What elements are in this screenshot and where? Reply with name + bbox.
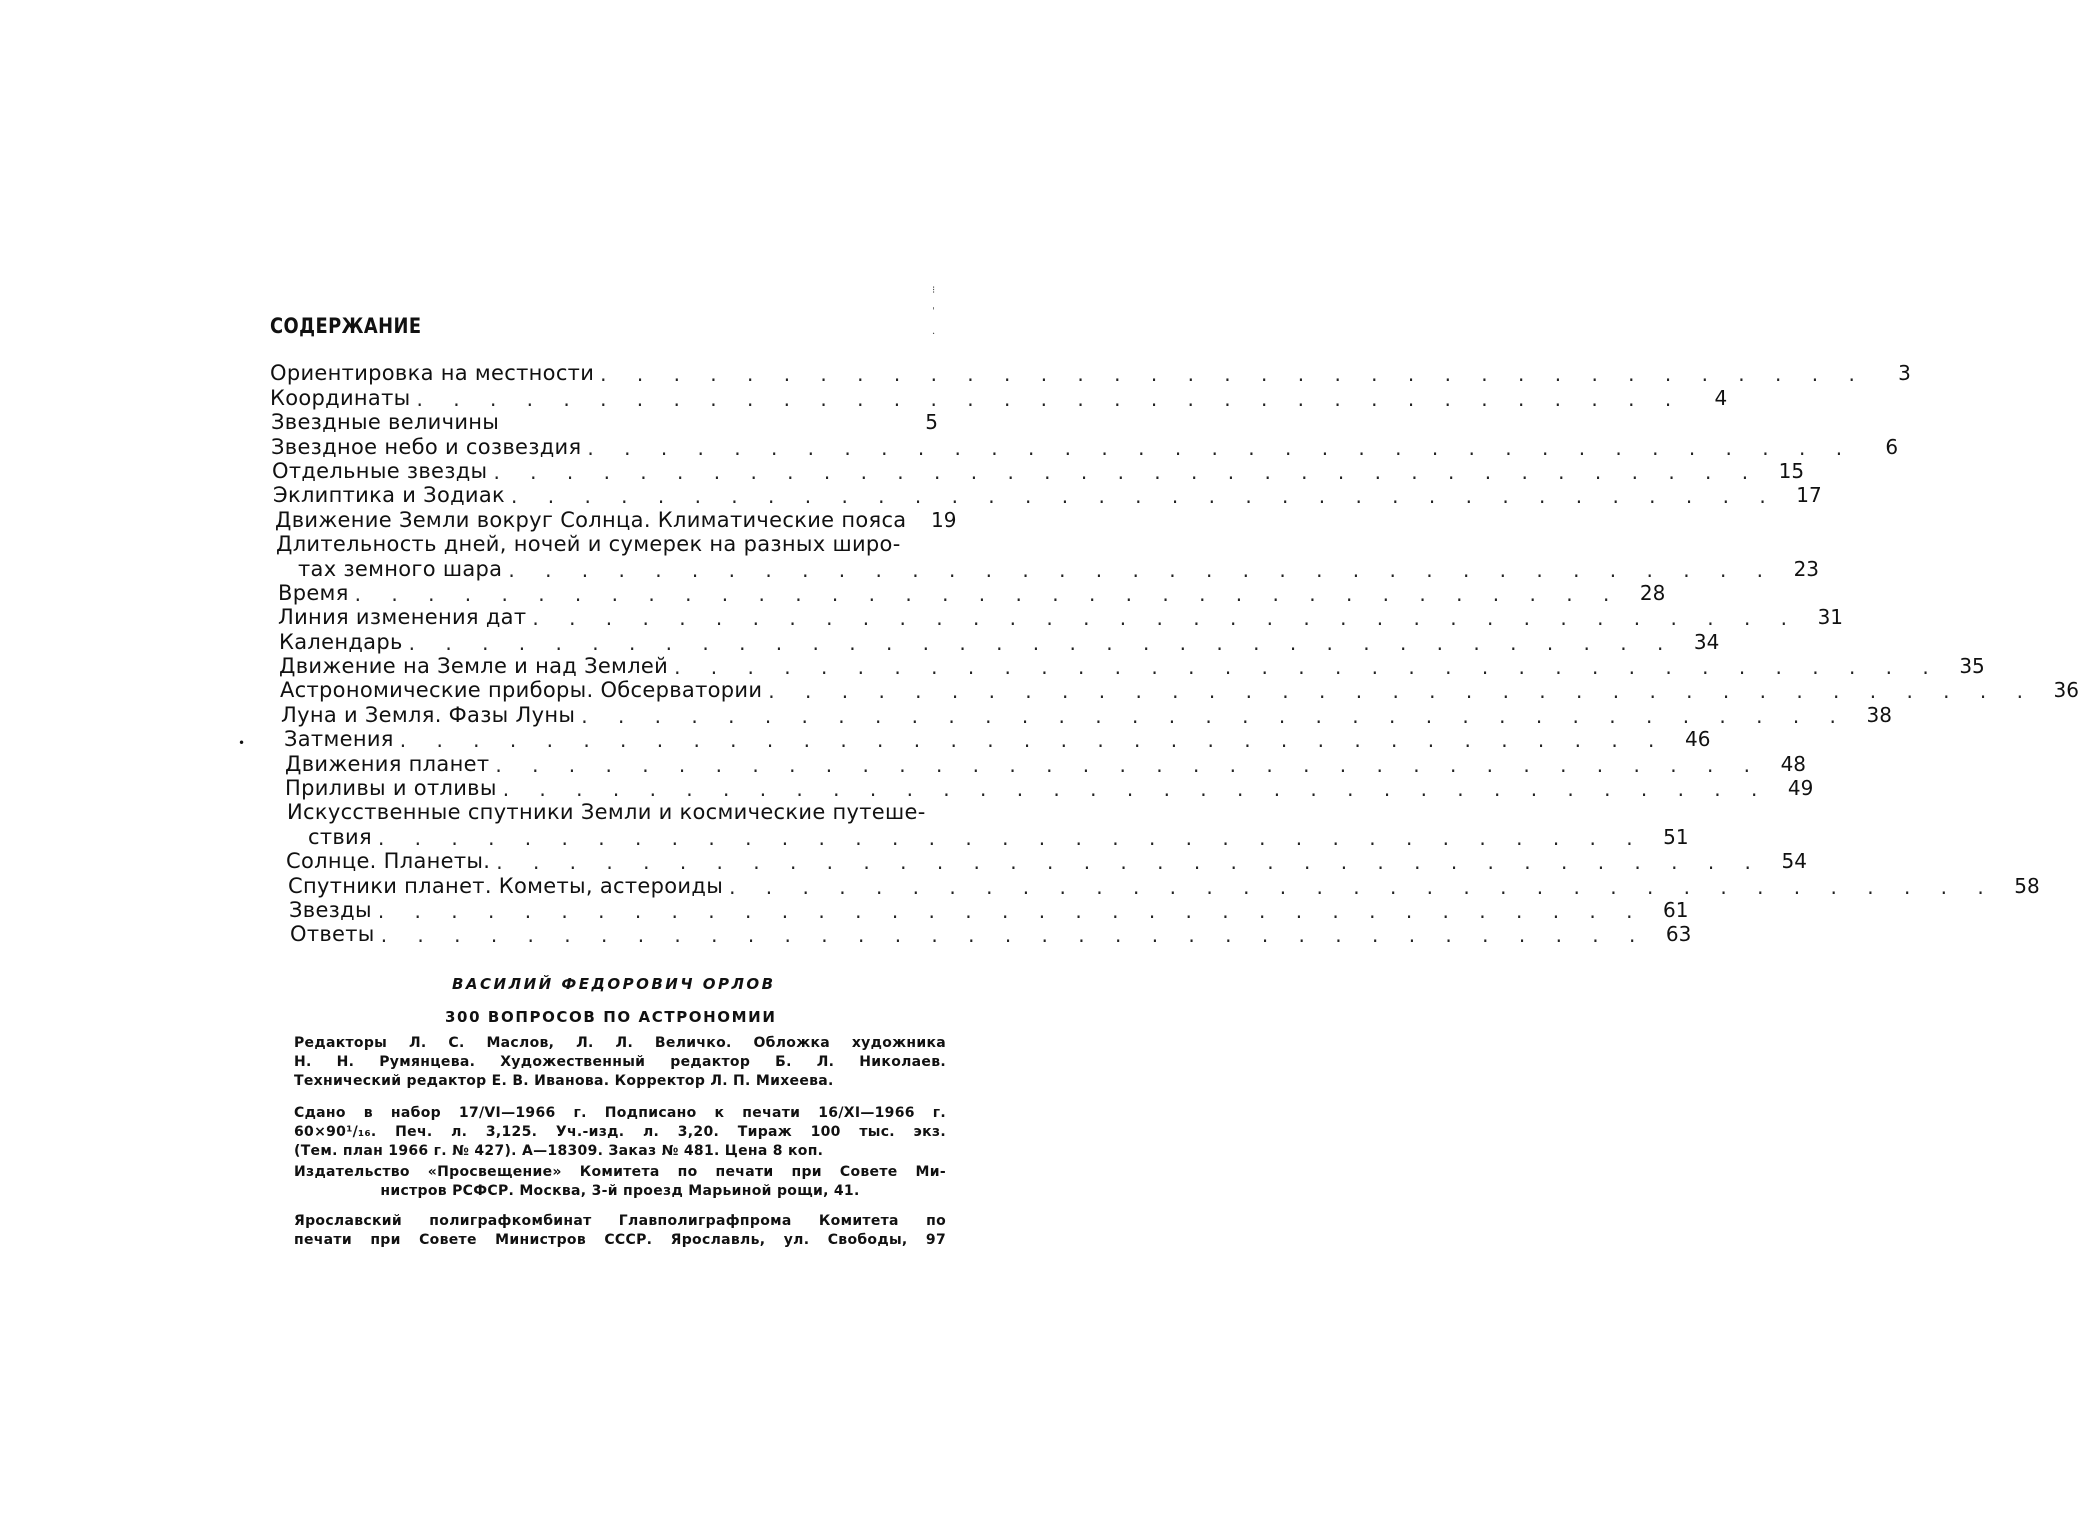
toc-entry-page: 36 [2053, 678, 2079, 703]
print-info-line: Сдано в набор 17/VI—1966 г. Подписано к печати 16/XI—1966 г. [294, 1105, 946, 1121]
toc-leader: . . . . . . . . . . . . . . . . . . . . . . . . . . . . . . . . . . . [416, 386, 1684, 411]
toc-entry-title: Движения планет [285, 751, 490, 776]
toc-entry-page: 15 [1778, 458, 1805, 483]
printer-line: печати при Совете Министров СССР. Ярославль, ул. Свободы, 97 [294, 1232, 946, 1248]
toc-leader: . . . . . . . . . . . . . . . . . . . . . . . . . . . . . . . . . . . [496, 850, 1763, 875]
print-info-line: (Тем. план 1966 г. № 427). А—18309. Заказ № 481. Цена 8 коп. [294, 1143, 824, 1159]
toc-entry-page: 58 [2014, 873, 2040, 898]
toc-entry-page: 38 [1866, 702, 1892, 727]
toc-entry [0, 751, 1807, 777]
toc-leader: . . . . . . . . . . . . . . . . . . . . . . . . . . . . . . . . . . . [587, 435, 1855, 460]
toc-entry [0, 629, 1720, 655]
toc-entry-page: 63 [1665, 922, 1692, 947]
toc-entry-page: 23 [1793, 556, 1820, 581]
toc-entry-title: Время [278, 580, 349, 605]
toc-entry-title: Солнце. Планеты. [286, 849, 491, 874]
toc-leader: . . . . . . . . . . . . . . . . . . . . . . . . . . . . . . . . . . . [511, 484, 1778, 509]
toc-entry-title: Искусственные спутники Земли и космические путеше- [287, 800, 926, 825]
toc-entry-title: Астрономические приборы. Обсерватории [280, 678, 763, 703]
publisher-line: нистров РСФСР. Москва, 3-й проезд Марьиной рощи, 41. [380, 1183, 860, 1199]
toc-entry-page: 28 [1639, 580, 1666, 605]
toc-entry-page: 34 [1693, 629, 1720, 654]
toc-entry [0, 727, 1711, 753]
toc-entry-title: Движение на Земле и над Землей [279, 654, 669, 679]
book-title: 300 ВОПРОСОВ ПО АСТРОНОМИИ [445, 1008, 777, 1026]
toc-entry-line1 [0, 532, 1200, 556]
table-of-contents [0, 361, 2079, 948]
editors-line: Технический редактор Е. В. Иванова. Корректор Л. П. Михеева. [294, 1073, 834, 1089]
toc-entry [0, 678, 2079, 704]
toc-entry-page: 54 [1781, 849, 1807, 874]
toc-entry [0, 556, 1820, 582]
editors-block [294, 1034, 946, 1091]
toc-leader: . . . . . . . . . . . . . . . . . . . . . . . . . . . . . . . . . . . [600, 362, 1867, 387]
publisher-block [294, 1163, 946, 1201]
toc-entry-title: Звездные величины [271, 410, 500, 435]
toc-entry [0, 385, 1728, 411]
toc-entry-page: 46 [1684, 727, 1711, 752]
toc-entry-title: Длительность дней, ночей и сумерек на разных широ- [276, 532, 901, 557]
toc-entry-title: тах земного шара [298, 556, 503, 581]
toc-entry [0, 361, 1911, 387]
toc-entry [0, 654, 1985, 680]
toc-leader: . . . . . . . . . . . . . . . . . . . . . . . . . . . . . . . . . . . [493, 459, 1761, 484]
toc-leader: . . . . . . . . . . . . . . . . . . . . . . . . . . . . . . . . . . . [674, 655, 1941, 680]
toc-entry [0, 605, 1844, 631]
toc-leader: . . . . . . . . . . . . . . . . . . . . . . . . . . . . . . . . . . . [768, 679, 2035, 704]
toc-leader [505, 412, 894, 434]
toc-entry-line1 [0, 800, 1200, 824]
toc-entry-page: 48 [1780, 751, 1807, 776]
print-info-block [294, 1104, 946, 1161]
toc-entry [0, 922, 1692, 948]
toc-entry-page: 31 [1817, 605, 1844, 630]
toc-entry-title: Координаты [270, 385, 411, 410]
toc-entry-page: 3 [1898, 361, 1911, 386]
toc-entry-page: 19 [931, 507, 957, 532]
toc-heading: СОДЕРЖАНИЕ [270, 314, 422, 338]
toc-entry [0, 410, 1200, 434]
toc-entry [0, 897, 1689, 923]
print-info-line: 60×90¹/₁₆. Печ. л. 3,125. Уч.-изд. л. 3,20. Тираж 100 тыс. экз. [294, 1124, 946, 1140]
toc-entry-title: Спутники планет. Кометы, астероиды [288, 873, 724, 898]
toc-entry [0, 507, 1200, 531]
toc-leader: . . . . . . . . . . . . . . . . . . . . . . . . . . . . . . . . . . . [502, 777, 1770, 802]
toc-leader: . . . . . . . . . . . . . . . . . . . . . . . . . . . . . . . . . . . [508, 557, 1776, 582]
toc-entry-page: 35 [1959, 654, 1985, 679]
toc-entry [0, 849, 1807, 875]
publisher-line: Издательство «Просвещение» Комитета по печати при Совете Ми- [294, 1164, 946, 1180]
toc-entry-title: Звездное небо и созвездия [271, 434, 582, 459]
toc-entry-title: Эклиптика и Зодиак [273, 483, 506, 508]
toc-entry-title: Приливы и отливы [285, 776, 497, 801]
toc-entry-title: Звезды [289, 897, 372, 922]
toc-leader: . . . . . . . . . . . . . . . . . . . . . . . . . . . . . . . . . . . [532, 606, 1800, 631]
toc-leader: . . . . . . . . . . . . . . . . . . . . . . . . . . . . . . . . . . . [354, 581, 1622, 606]
toc-entry [0, 483, 1822, 509]
toc-leader: . . . . . . . . . . . . . . . . . . . . . . . . . . . . . . . . . . . [495, 752, 1763, 777]
toc-leader: . . . . . . . . . . . . . . . . . . . . . . . . . . . . . . . . . . . [380, 923, 1648, 948]
toc-leader: . . . . . . . . . . . . . . . . . . . . . . . . . . . . . . . . . . . [408, 630, 1676, 655]
toc-entry-title: Ориентировка на местности [270, 361, 595, 386]
toc-entry [0, 434, 1899, 460]
scan-speck: • [238, 736, 246, 750]
toc-entry [0, 458, 1805, 484]
toc-entry-title: Отдельные звезды [272, 458, 488, 483]
toc-entry [0, 580, 1666, 606]
toc-entry-page: 49 [1787, 776, 1814, 801]
toc-entry-page: 61 [1663, 897, 1689, 922]
toc-entry-page: 17 [1796, 483, 1822, 508]
toc-leader: . . . . . . . . . . . . . . . . . . . . . . . . . . . . . . . . . . . [377, 825, 1645, 850]
toc-leader: . . . . . . . . . . . . . . . . . . . . . . . . . . . . . . . . . . . [377, 898, 1645, 923]
printer-block [294, 1212, 946, 1250]
toc-entry [0, 776, 1814, 802]
author-name: ВАСИЛИЙ ФЕДОРОВИЧ ОРЛОВ [452, 975, 776, 993]
toc-entry-title: Затмения [284, 727, 394, 752]
printer-line: Ярославский полиграфкомбинат Главполиграфпрома Комитета по [294, 1213, 946, 1229]
editors-line: Редакторы Л. С. Маслов, Л. Л. Величко. Обложка художника [294, 1035, 946, 1051]
toc-entry [0, 702, 1892, 728]
toc-entry [0, 824, 1689, 850]
toc-entry-title: Луна и Земля. Фазы Луны [281, 702, 576, 727]
toc-leader: . . . . . . . . . . . . . . . . . . . . . . . . . . . . . . . . . . . [729, 874, 1996, 899]
scan-edge-marks: ⁝ ˈ · [932, 285, 936, 340]
toc-entry-page: 5 [925, 410, 938, 435]
toc-entry-title: Движение Земли вокруг Солнца. Климатические пояса [275, 507, 907, 532]
toc-entry [0, 873, 2040, 899]
toc-entry-title: Линия изменения дат [278, 605, 527, 630]
toc-leader: . . . . . . . . . . . . . . . . . . . . . . . . . . . . . . . . . . . [581, 703, 1848, 728]
toc-entry-title: Календарь [279, 629, 403, 654]
toc-entry-title: Ответы [290, 922, 375, 947]
toc-leader: . . . . . . . . . . . . . . . . . . . . . . . . . . . . . . . . . . . [399, 728, 1667, 753]
editors-line: Н. Н. Румянцева. Художественный редактор Б. Л. Николаев. [294, 1054, 946, 1070]
toc-entry-page: 6 [1885, 434, 1899, 459]
toc-entry-page: 51 [1663, 824, 1689, 849]
toc-entry-title: ствия [308, 824, 372, 849]
toc-entry-page: 4 [1714, 385, 1728, 410]
